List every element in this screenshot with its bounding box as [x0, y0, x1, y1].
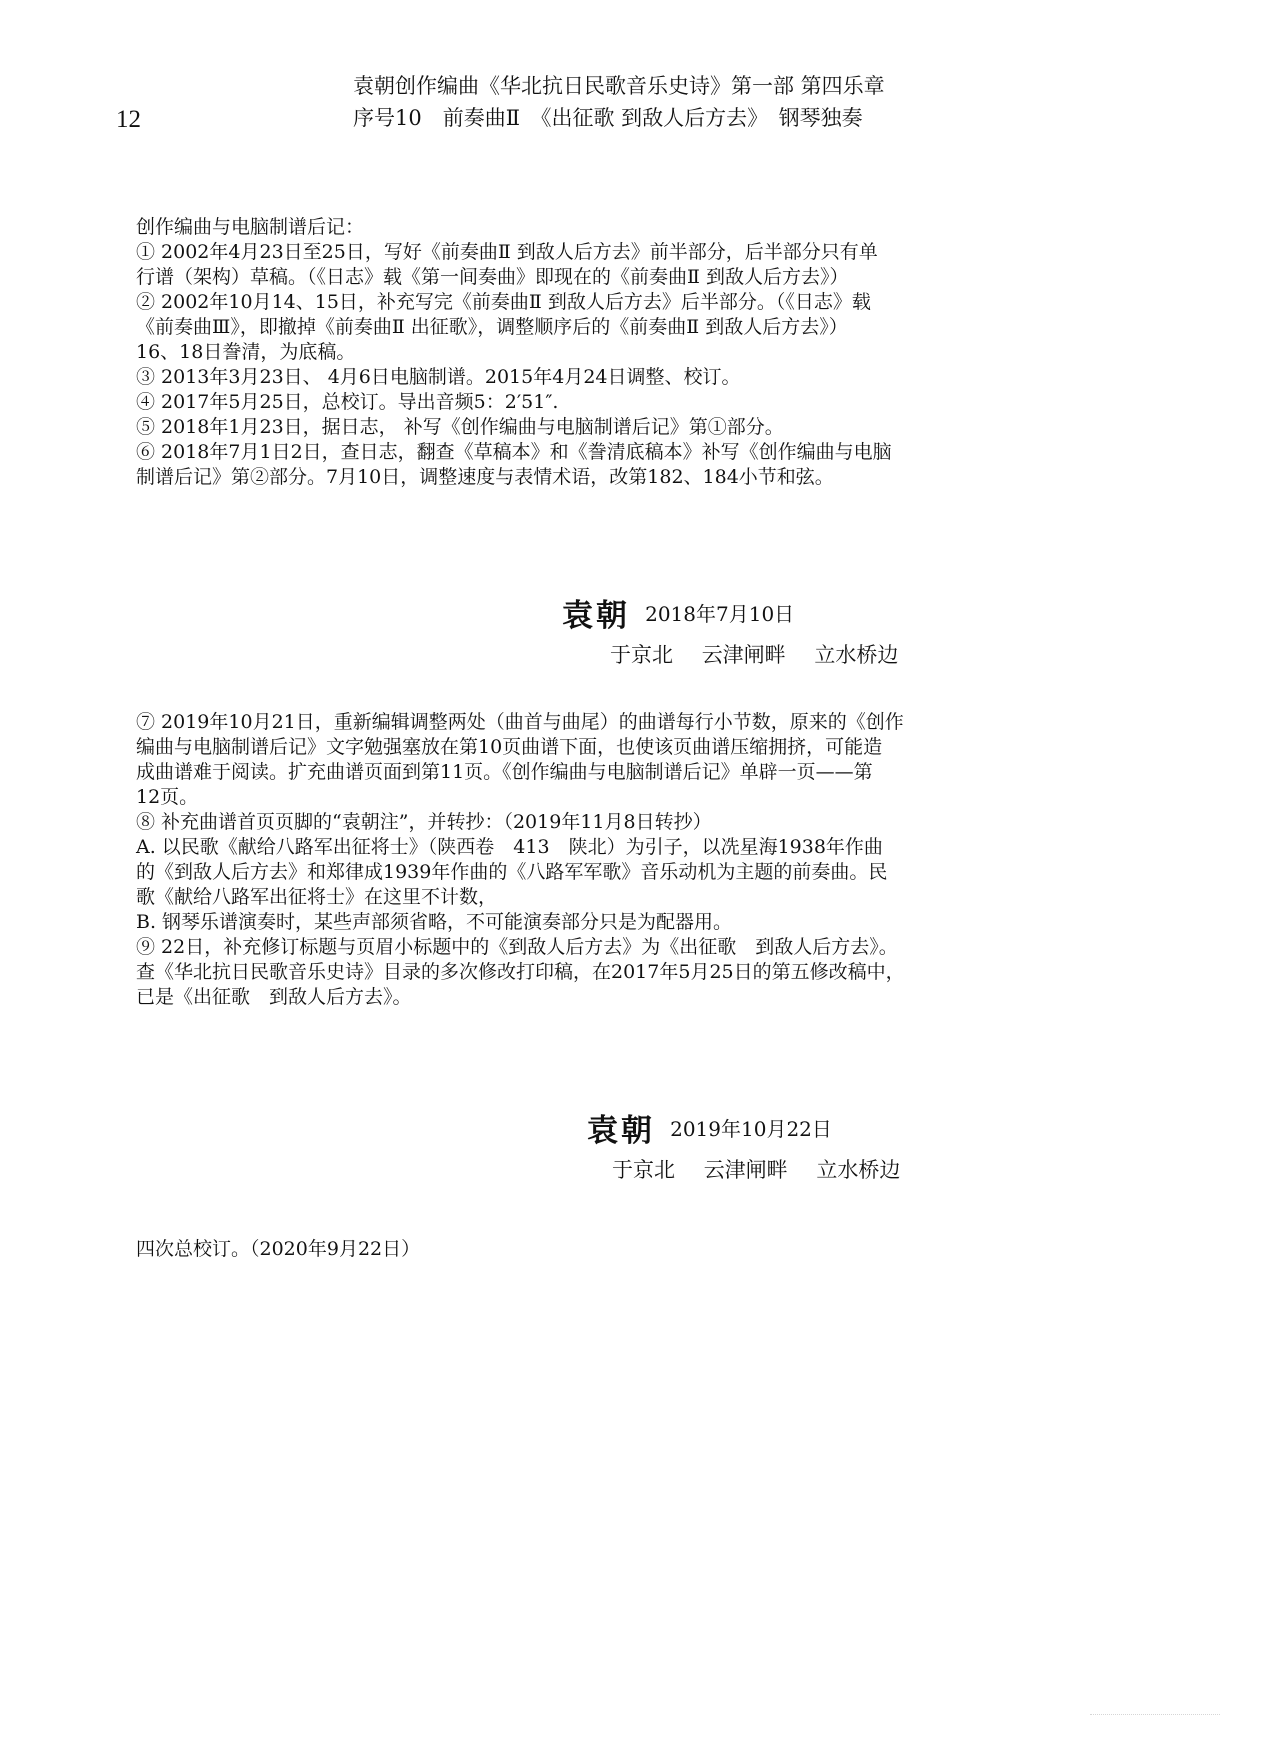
postscript-line: 编曲与电脑制谱后记》文字勉强塞放在第10页曲谱下面，也使该页曲谱压缩拥挤，可能造 [136, 736, 883, 758]
postscript-line: ⑥ 2018年7月1日2日，查日志，翻查《草稿本》和《誊清底稿本》补写《创作编曲与电脑 [136, 441, 892, 463]
postscript-line: 已是《出征歌 到敌人后方去》。 [136, 986, 412, 1008]
signature-place-part: 云津闸畔 [703, 1158, 788, 1182]
postscript-line: B. 钢琴乐谱演奏时，某些声部须省略，不可能演奏部分只是为配器用。 [136, 911, 733, 933]
postscript-line: 成曲谱难于阅读。扩充曲谱页面到第11页。《创作编曲与电脑制谱后记》单辟一页——第 [136, 761, 873, 783]
signature-name: 袁朝 [587, 1113, 655, 1149]
postscript-line: 的《到敌人后方去》和郑律成1939年作曲的《八路军军歌》音乐动机为主题的前奏曲。民 [136, 861, 888, 883]
signature-place [587, 1154, 922, 1184]
postscript-line: A. 以民歌《献给八路军出征将士》（陕西卷 413 陕北）为引子，以冼星海1938年作曲 [136, 836, 883, 858]
signature-place-part: 立水桥边 [814, 643, 899, 667]
postscript-line: 查《华北抗日民歌音乐史诗》目录的多次修改打印稿，在2017年5月25日的第五修改稿中， [136, 961, 905, 983]
page-header [353, 70, 885, 134]
signature-block [562, 590, 920, 669]
signature-place [562, 639, 920, 669]
signature-place-part: 于京北 [610, 643, 673, 667]
postscript-continued-section [136, 710, 905, 1010]
postscript-line: 12页。 [136, 786, 199, 808]
signature-place-part: 立水桥边 [816, 1158, 901, 1182]
header-title-line: 袁朝创作编曲《华北抗日民歌音乐史诗》第一部 第四乐章 [353, 74, 885, 98]
postscript-heading: 创作编曲与电脑制谱后记： [136, 216, 365, 238]
postscript-line: ③ 2013年3月23日、 4月6日电脑制谱。2015年4月24日调整、校订。 [136, 366, 741, 388]
postscript-line: ⑤ 2018年1月23日，据日志， 补写《创作编曲与电脑制谱后记》第①部分。 [136, 416, 784, 438]
postscript-line: ⑧ 补充曲谱首页页脚的“袁朝注”，并转抄：（2019年11月8日转抄） [136, 811, 712, 833]
signature-date: 2019年10月22日 [670, 1117, 832, 1141]
signature-place-part: 云津闸畔 [701, 643, 786, 667]
postscript-line: 行谱（架构）草稿。（《日志》载《第一间奏曲》即现在的《前奏曲Ⅱ 到敌人后方去》） [136, 266, 849, 288]
postscript-line: 歌《献给八路军出征将士》在这里不计数， [136, 886, 498, 908]
postscript-line: ② 2002年10月14、15日，补充写完《前奏曲Ⅱ 到敌人后方去》后半部分。（《日志》载 [136, 291, 871, 313]
final-revision-note: 四次总校订。（2020年9月22日） [136, 1238, 421, 1260]
postscript-line: ④ 2017年5月25日，总校订。导出音频5：2′51″. [136, 391, 559, 413]
postscript-line: ① 2002年4月23日至25日，写好《前奏曲Ⅱ 到敌人后方去》前半部分，后半部分只有单 [136, 241, 878, 263]
postscript-line: 16、18日誊清，为底稿。 [136, 341, 356, 363]
postscript-line: 《前奏曲Ⅲ》，即撤掉《前奏曲Ⅱ 出征歌》，调整顺序后的《前奏曲Ⅱ 到敌人后方去》） [136, 316, 848, 338]
signature-date: 2018年7月10日 [645, 602, 795, 626]
signature-place-part: 于京北 [612, 1158, 675, 1182]
header-subtitle-line: 序号10 前奏曲Ⅱ 《出征歌 到敌人后方去》 钢琴独奏 [353, 106, 863, 130]
faint-watermark [1090, 1714, 1220, 1721]
signature-block [587, 1105, 922, 1184]
postscript-line: ⑦ 2019年10月21日，重新编辑调整两处（曲首与曲尾）的曲谱每行小节数，原来的《创作 [136, 711, 904, 733]
page-number: 12 [116, 106, 141, 133]
postscript-line: 制谱后记》第②部分。7月10日，调整速度与表情术语，改第182、184小节和弦。 [136, 466, 834, 488]
postscript-line: ⑨ 22日，补充修订标题与页眉小标题中的《到敌人后方去》为《出征歌 到敌人后方去》。 [136, 936, 898, 958]
postscript-section [136, 215, 892, 490]
signature-name: 袁朝 [562, 598, 630, 634]
